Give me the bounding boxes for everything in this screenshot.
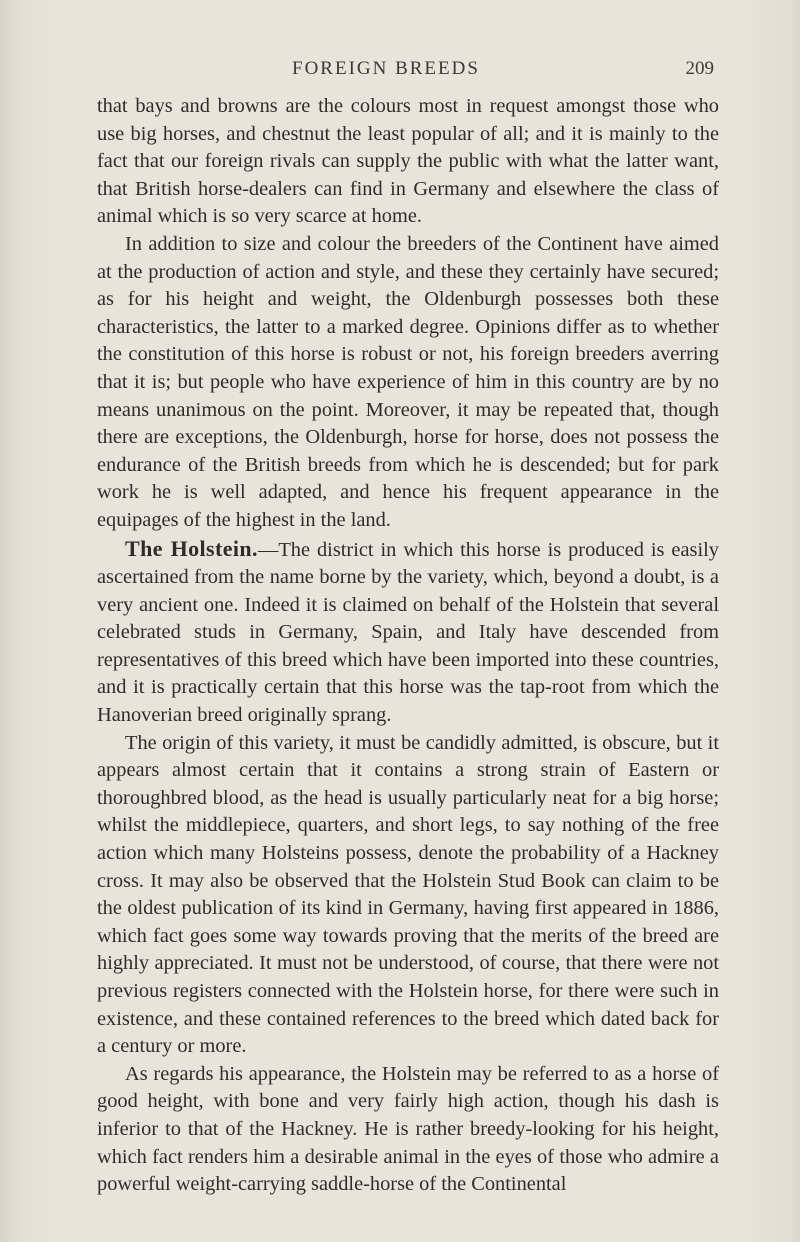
paragraph-5: As regards his appearance, the Holstein may be referred to as a horse of good height, with bone and very fairly high action, though his dash is inferior to that of the Hackney. He is rather breedy-looking for his height, which fact renders him a desirable animal in the eyes of those who admire a powerful weight-carrying saddle-horse of the Continental bbox=[97, 1062, 719, 1196]
paragraph-3-text: —The district in which this horse is produced is easily ascertained from the name borne by the variety, which, beyond a doubt, is a very ancient one. Indeed it is claimed on behalf of the Holstein that several celebrated studs in Germany, Spain, and Italy have descended from representatives of this breed which have been imported into these countries, and it is practically certain that this horse was the tap-root from which the Hanoverian breed originally sprang. bbox=[97, 538, 719, 727]
section-heading-holstein: The Holstein. bbox=[125, 535, 258, 561]
paragraph-2: In addition to size and colour the breeders of the Continent have aimed at the production of action and style, and these they certainly have secured; as for his height and weight, the Oldenburgh possesses both these characteristics, the latter to a marked degree. Opinions differ as to whether the constitution of this horse is robust or not, his foreign breeders averring that it is; but people who have experience of him in this country are by no means unanimous on the point. Moreover, it may be repeated that, though there are exceptions, the Oldenburgh, horse for horse, does not possess the endurance of the British breeds from which he is descended; but for park work he is well adapted, and hence his frequent appearance in the equipages of the highest in the land. bbox=[97, 232, 719, 531]
paragraph-4: The origin of this variety, it must be candidly admitted, is obscure, but it appears almost certain that it contains a strong strain of Eastern or thoroughbred blood, as the head is usually particularly neat for a big horse; whilst the middlepiece, quarters, and short legs, to say nothing of the free action which many Holsteins possess, denote the probability of a Hackney cross. It may also be observed that the Holstein Stud Book can claim to be the oldest publication of its kind in Germany, having first appeared in 1886, which fact goes some way towards proving that the merits of the breed are highly appreciated. It must not be understood, of course, that there were not previous registers connected with the Holstein horse, for there were such in existence, and these contained references to the breed which dated back for a century or more. bbox=[97, 731, 719, 1058]
page-number: 209 bbox=[685, 58, 714, 79]
running-title: FOREIGN BREEDS bbox=[292, 58, 480, 79]
body-text bbox=[97, 93, 719, 1199]
paragraph-3 bbox=[97, 535, 719, 730]
running-head bbox=[0, 58, 800, 88]
paragraph-1: that bays and browns are the colours most in request amongst those who use big horses, and chestnut the least popular of all; and it is mainly to the fact that our foreign rivals can supply the public with what the latter want, that British horse-dealers can find in Germany and elsewhere the class of animal which is so very scarce at home. bbox=[97, 95, 719, 228]
